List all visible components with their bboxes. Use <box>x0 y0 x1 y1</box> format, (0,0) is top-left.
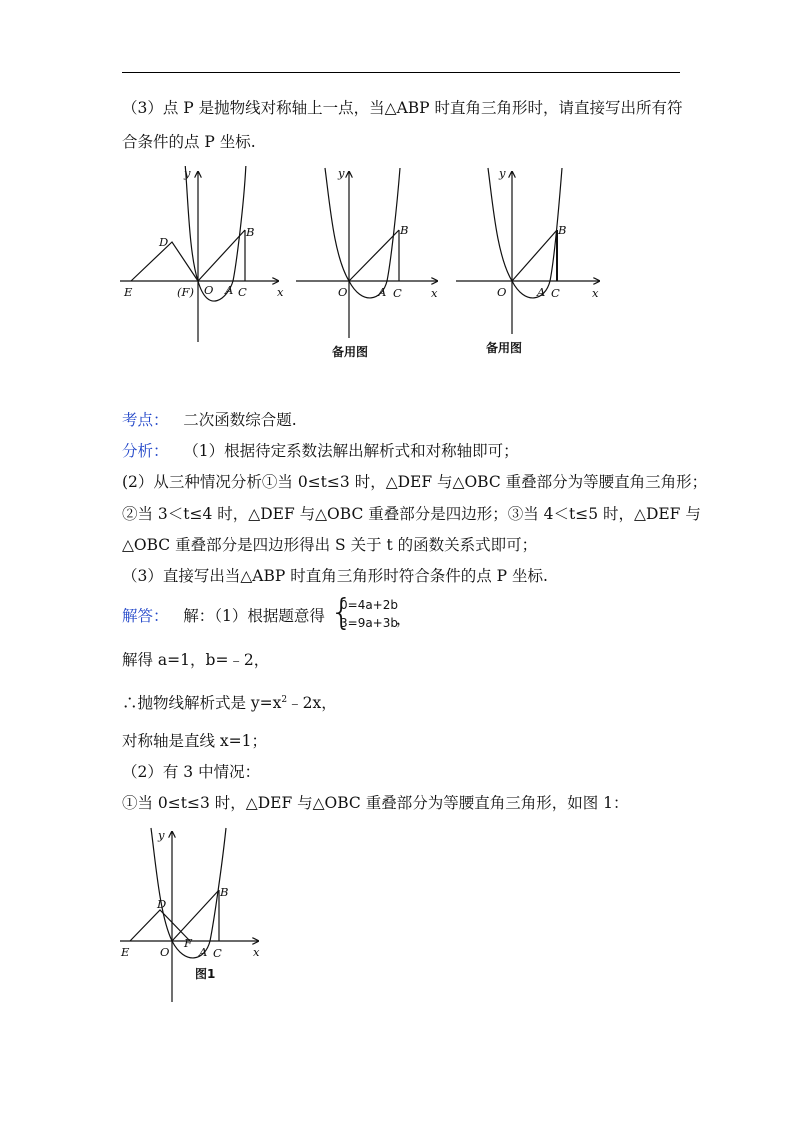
label-x: x <box>253 945 260 959</box>
label-b: B <box>558 223 567 237</box>
parabola-exponent: 2 <box>281 695 288 705</box>
label-f: F <box>184 936 192 950</box>
label-c: C <box>213 946 222 960</box>
brace-icon: { <box>330 592 353 633</box>
label-a: A <box>537 285 546 299</box>
parabola-line <box>122 690 337 713</box>
label-d: D <box>157 897 167 911</box>
label-c: C <box>238 285 247 299</box>
label-a: A <box>225 283 234 297</box>
parabola <box>325 168 400 298</box>
label-c: C <box>393 286 402 300</box>
label-y: y <box>158 828 165 842</box>
label-o: O <box>204 283 214 297</box>
parabola <box>488 168 562 298</box>
label-o: O <box>338 285 348 299</box>
segment-ob <box>512 230 557 281</box>
jieda-intro: 解：（1）根据题意得 <box>183 607 325 625</box>
equation-tail: ， <box>396 610 412 628</box>
axis-line: 对称轴是直线 x=1； <box>122 732 268 750</box>
label-c: C <box>551 286 560 300</box>
header-rule <box>122 72 680 73</box>
parabola-text: ∴抛物线解析式是 y=x <box>122 694 282 713</box>
kaodian-line <box>122 410 297 430</box>
fenxi-label: 分析： <box>122 442 169 460</box>
label-y: y <box>184 166 191 180</box>
q3-line-2: 合条件的点 P 坐标. <box>122 133 256 151</box>
figure-main <box>118 166 290 344</box>
caption-fig-1: 图1 <box>195 967 216 981</box>
case1-line: ①当 0≤t≤3 时，△DEF 与△OBC 重叠部分为等腰直角三角形，如图 1： <box>122 794 629 812</box>
fenxi-text-1: （1）根据待定系数法解出解析式和对称轴即可； <box>183 442 519 460</box>
label-e: E <box>121 945 130 959</box>
q3-line-1: （3）点 P 是抛物线对称轴上一点，当△ABP 时直角三角形时，请直接写出所有符 <box>122 99 683 117</box>
fenxi-line-3: ②当 3＜t≤4 时，△DEF 与△OBC 重叠部分是四边形；③当 4＜t≤5 时，△DEF 与 <box>122 505 701 523</box>
jieda-label: 解答： <box>122 607 169 625</box>
equation-2: 3=9a+3b <box>340 616 398 630</box>
label-e: E <box>124 285 133 299</box>
segment-ob <box>198 230 245 281</box>
fenxi-line-5: （3）直接写出当△ABP 时直角三角形时符合条件的点 P 坐标. <box>122 567 548 585</box>
figure-spare-2 <box>452 166 604 362</box>
triangle-def <box>130 910 190 941</box>
label-o: O <box>497 285 507 299</box>
caption-spare-2: 备用图 <box>486 341 523 355</box>
figure-spare-1 <box>292 166 442 366</box>
parabola-text-tail: ﹣2x， <box>287 694 337 713</box>
label-d: D <box>159 235 169 249</box>
label-y: y <box>338 166 345 180</box>
label-f: (F) <box>177 285 194 299</box>
label-b: B <box>220 885 229 899</box>
fenxi-line-4: △OBC 重叠部分是四边形得出 S 关于 t 的函数关系式即可； <box>122 536 538 554</box>
label-x: x <box>431 286 438 300</box>
label-x: x <box>277 285 284 299</box>
kaodian-text: 二次函数综合题. <box>183 411 297 429</box>
label-b: B <box>246 225 255 239</box>
label-b: B <box>400 223 409 237</box>
label-y: y <box>499 166 506 180</box>
jieda-line <box>122 606 325 626</box>
fenxi-line <box>122 441 519 461</box>
kaodian-label: 考点： <box>122 411 169 429</box>
solve-line: 解得 a=1，b=﹣2， <box>122 651 270 669</box>
label-a: A <box>199 945 208 959</box>
fenxi-line-2: (2）从三种情况分析①当 0≤t≤3 时，△DEF 与△OBC 重叠部分为等腰直角三角形； <box>122 473 708 491</box>
label-a: A <box>378 285 387 299</box>
label-o: O <box>160 945 170 959</box>
label-x: x <box>592 286 599 300</box>
cases-line: （2）有 3 中情况： <box>122 763 261 781</box>
caption-spare-1: 备用图 <box>332 345 369 359</box>
figure-1 <box>118 826 268 1004</box>
equation-1: 0=4a+2b <box>340 598 398 612</box>
